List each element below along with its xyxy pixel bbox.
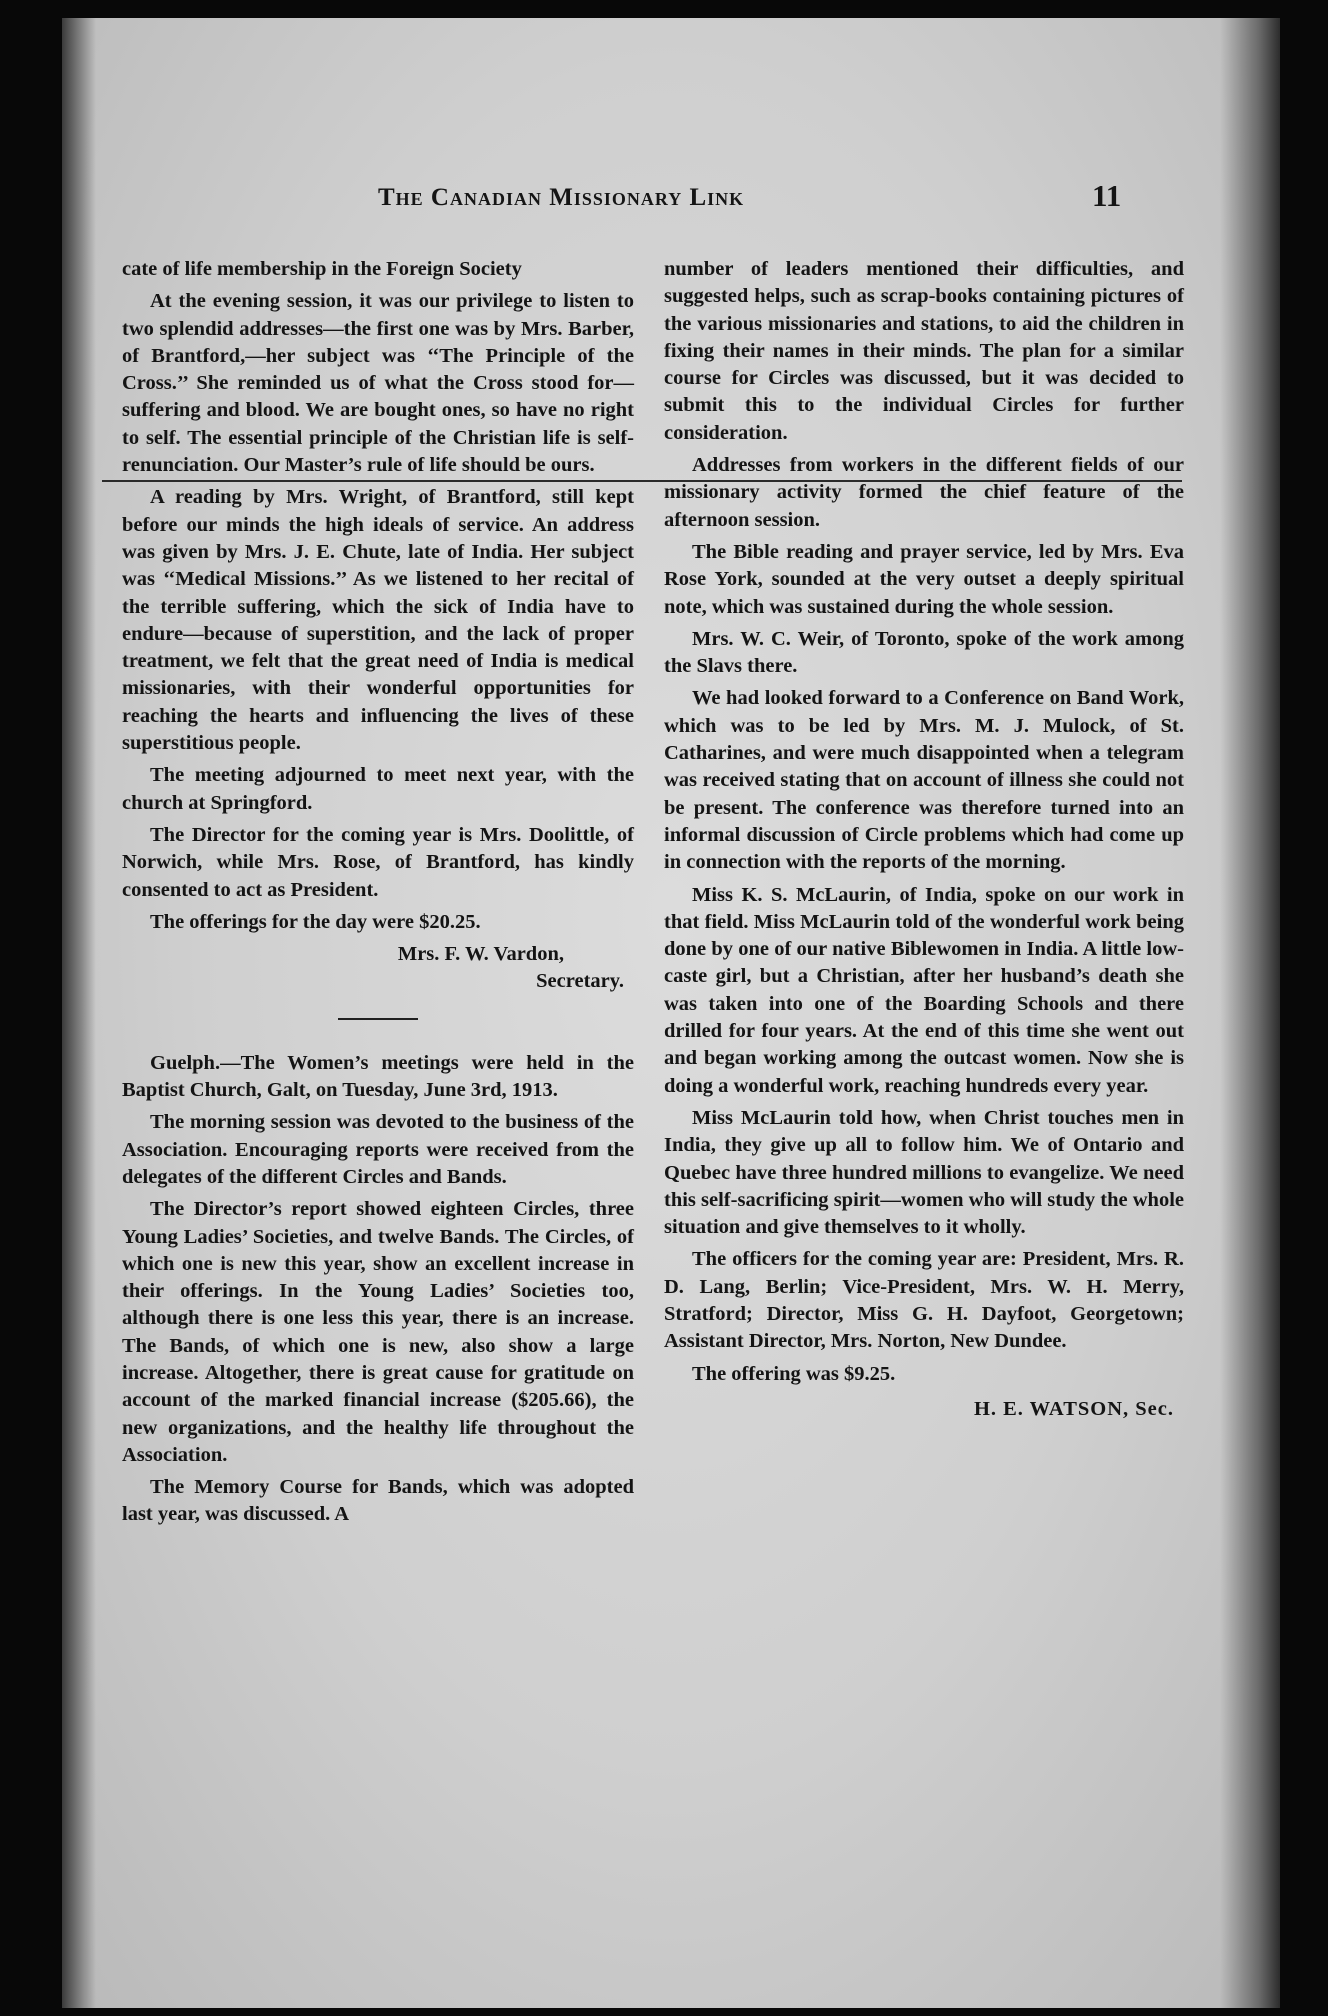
paragraph: A reading by Mrs. Wright, of Brantford, still kept before our minds the high ideals of service. An address was given by Mrs. J. E. Chute, late of India. Her subject was ‘‘Medical Missions.’’ As we listened to her recital of the terrible suffering, which the sick of India have to endure—because of superstition, and the lack of proper treatment, we felt that the great need of India is medical missionaries, with their wonderful opportunities for reaching the hearts and influencing the lives of these superstitious people. <box>122 486 634 755</box>
running-header <box>62 172 1280 212</box>
section-divider <box>338 1018 418 1020</box>
page-shadow-left <box>62 18 96 2008</box>
page-number: 11 <box>1092 178 1122 213</box>
paragraph: The offerings for the day were $20.25. <box>150 910 481 933</box>
paragraph: number of leaders mentioned their difficulties, and suggested helps, such as scrap-books containing pictures of the various missionaries and stations, to aid the children in fixing their names in their minds. The plan for a similar course for Circles was discussed, but it was decided to submit this to the individual Circles for further consideration. <box>664 258 1184 444</box>
paragraph: The Director’s report showed eighteen Circles, three Young Ladies’ Societies, and twelve Bands. The Circles, of which one is new this year, show an excellent increase in their offerings. In the Young Ladies’ Societies too, although there is one less this year, there is an increase. The Bands, of which one is new, also show a large increase. Altogether, there is great cause for gratitude on account of the marked financial increase ($205.66), the new organizations, and the healthy life throughout the Association. <box>122 1198 634 1466</box>
paragraph: The offering was $9.25. <box>692 1362 896 1385</box>
document-page <box>62 18 1280 2008</box>
paragraph: The meeting adjourned to meet next year, with the church at Springford. <box>122 764 634 814</box>
paragraph: cate of life membership in the Foreign Society <box>122 258 522 280</box>
paragraph: The morning session was devoted to the business of the Association. Encouraging reports were received from the delegates of the different Circles and Bands. <box>122 1111 634 1188</box>
paragraph: Mrs. W. C. Weir, of Toronto, spoke of the work among the Slavs there. <box>664 627 1184 678</box>
paragraph: Miss K. S. McLaurin, of India, spoke on our work in that field. Miss McLaurin told of the wonderful work being done by one of our native Biblewomen in India. A little low-caste girl, but a Christian, after her husband’s death she was taken into one of the Boarding Schools and there drilled for four years. At the end of this time she went out and began working among the outcast women. Now she is doing a wonderful work, reaching hundreds every year. <box>664 883 1184 1097</box>
signature-name: Mrs. F. W. Vardon, <box>397 943 564 966</box>
paragraph: Miss McLaurin told how, when Christ touches men in India, they give up all to follow him. We of Ontario and Quebec have three hundred millions to evangelize. We need this self-sacrificing spirit—women who will study the whole situation and give themselves to it wholly. <box>664 1106 1184 1239</box>
paragraph: The Bible reading and prayer service, led by Mrs. Eva Rose York, sounded at the very outset a deeply spiritual note, which was sustained during the whole session. <box>664 540 1184 618</box>
journal-title: The Canadian Missionary Link <box>378 184 745 211</box>
paragraph: The Memory Course for Bands, which was adopted last year, was discussed. A <box>122 1476 634 1526</box>
page-shadow-right <box>1220 18 1280 2008</box>
paragraph: The officers for the coming year are: President, Mrs. R. D. Lang, Berlin; Vice-President, Mrs. W. H. Merry, Stratford; Director, Miss G. H. Dayfoot, Georgetown; Assistant Director, Mrs. Norton, New Dundee. <box>664 1248 1184 1353</box>
paragraph: We had looked forward to a Conference on Band Work, which was to be led by Mrs. M. J. Mulock, of St. Catharines, and were much disappointed when a telegram was received stating that on account of illness she could not be present. The conference was therefore turned into an informal discussion of Circle problems which had come up in connection with the reports of the morning. <box>664 687 1184 874</box>
left-column <box>122 256 634 1534</box>
paragraph: At the evening session, it was our privilege to listen to two splendid addresses—the first one was by Mrs. Barber, of Brantford,—her subject was ‘‘The Principle of the Cross.’’ She reminded us of what the Cross stood for—suffering and blood. We are bought ones, so have no right to self. The essential principle of the Christian life is self-renunciation. Our Master’s rule of life should be ours. <box>122 290 634 477</box>
paragraph: Guelph.—The Women’s meetings were held in the Baptist Church, Galt, on Tuesday, June 3rd, 1913. <box>122 1051 634 1102</box>
paragraph: The Director for the coming year is Mrs. Doolittle, of Norwich, while Mrs. Rose, of Brantford, has kindly consented to act as President. <box>122 823 634 901</box>
paragraph: Addresses from workers in the different fields of our missionary activity formed the chief feature of the afternoon session. <box>664 454 1184 531</box>
signature-title: Secretary. <box>536 970 624 993</box>
signature: H. E. WATSON, Sec. <box>973 1397 1174 1420</box>
right-column <box>664 256 1184 1423</box>
